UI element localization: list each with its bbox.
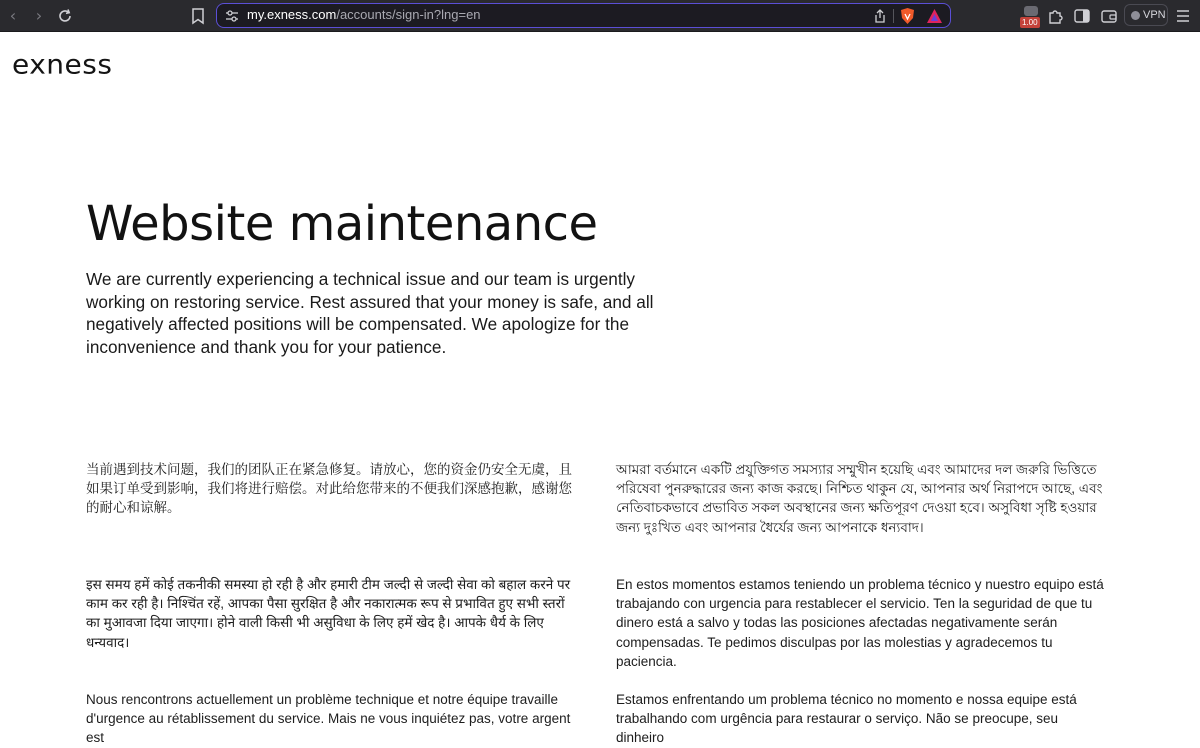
extension-badge: 1.00 [1022,18,1038,27]
forward-icon[interactable]: › [35,6,43,25]
brave-rewards-icon[interactable] [926,8,943,24]
vpn-button[interactable] [1124,4,1168,26]
url-path: /accounts/sign-in?lng=en [336,7,481,22]
extensions-puzzle-icon[interactable] [1046,6,1066,26]
sidebar-icon[interactable] [1072,6,1092,26]
url-text[interactable] [247,7,481,22]
maintenance-message-en: We are currently experiencing a technical issue and our team is urgently working on restoring service. Rest assured that your money is safe, and all negatively affected positions will be compensated. We apologize for the inconvenience and thank you for your patience. [86,269,654,357]
url-host: my.exness.com [247,7,337,22]
wallet-icon[interactable] [1099,6,1119,26]
extension-icon [1024,6,1038,16]
vpn-status-icon [1131,11,1140,20]
maintenance-message-fr: Nous rencontrons actuellement un problème technique et notre équipe travaille d'urgence au rétablissement du service. Mais ne vous inquiétez pas, votre argent est [86,692,571,746]
maintenance-message-es: En estos momentos estamos teniendo un problema técnico y nuestro equipo está trabajando con urgencia para restablecer el servicio. Ten la seguridad de que tu dinero está a salvo y todas las posiciones afectadas negativamente serán compensadas. Te pedimos disculpas por las molestias y agradecemos tu paciencia. [616,577,1104,669]
exness-logo[interactable]: exness [12,48,113,81]
address-bar[interactable] [216,3,951,28]
back-icon[interactable]: ‹ [9,6,17,25]
maintenance-message-pt: Estamos enfrentando um problema técnico no momento e nossa equipe está trabalhando com urgência para restaurar o serviço. Não se preocupe, seu dinheiro [616,692,1077,746]
page-title: Website maintenance [86,196,598,252]
site-settings-icon[interactable] [224,8,240,24]
maintenance-message-hi: इस समय हमें कोई तकनीकी समस्या हो रही है और हमारी टीम जल्दी से जल्दी सेवा को बहाल करने पर काम कर रही है। निश्चिंत रहें, आपका पैसा सुरक्षित है और नकारात्मक रूप से प्रभावित हुए सभी स्तरों का मुआवजा दिया जाएगा। होने वाली किसी भी असुविधा के लिए हमें खेद है। आपके धैर्य के लिए धन्यवाद। [86,577,571,650]
share-icon[interactable] [872,8,888,24]
divider [893,9,894,23]
extension-button[interactable] [1020,4,1042,28]
reload-icon[interactable] [55,6,75,26]
brave-shields-icon[interactable] [899,7,916,25]
bookmark-icon[interactable] [189,6,207,26]
maintenance-message-bn: আমরা বর্তমানে একটি প্রযুক্তিগত সমস্যার সম্মুখীন হয়েছি এবং আমাদের দল জরুরি ভিত্তিতে পরিষেবা পুনরুদ্ধারের জন্য কাজ করছে। নিশ্চিত থাকুন যে, আপনার অর্থ নিরাপদে আছে, এবং নেতিবাচকভাবে প্রভাবিত সকল অবস্থানের জন্য ক্ষতিপূরণ দেওয়া হবে। অসুবিধা সৃষ্টি হওয়ার জন্য দুঃখিত এবং আপনার ধৈর্যের জন্য আপনাকে ধন্যবাদ। [616,462,1103,535]
menu-icon[interactable] [1176,6,1190,26]
browser-toolbar [0,0,1200,32]
vpn-label: VPN [1143,9,1166,21]
maintenance-message-zh: 当前遇到技术问题，我们的团队正在紧急修复。请放心，您的资金仍安全无虞，且如果订单受到影响，我们将进行赔偿。对此给您带来的不便我们深感抱歉，感谢您的耐心和谅解。 [86,462,572,516]
